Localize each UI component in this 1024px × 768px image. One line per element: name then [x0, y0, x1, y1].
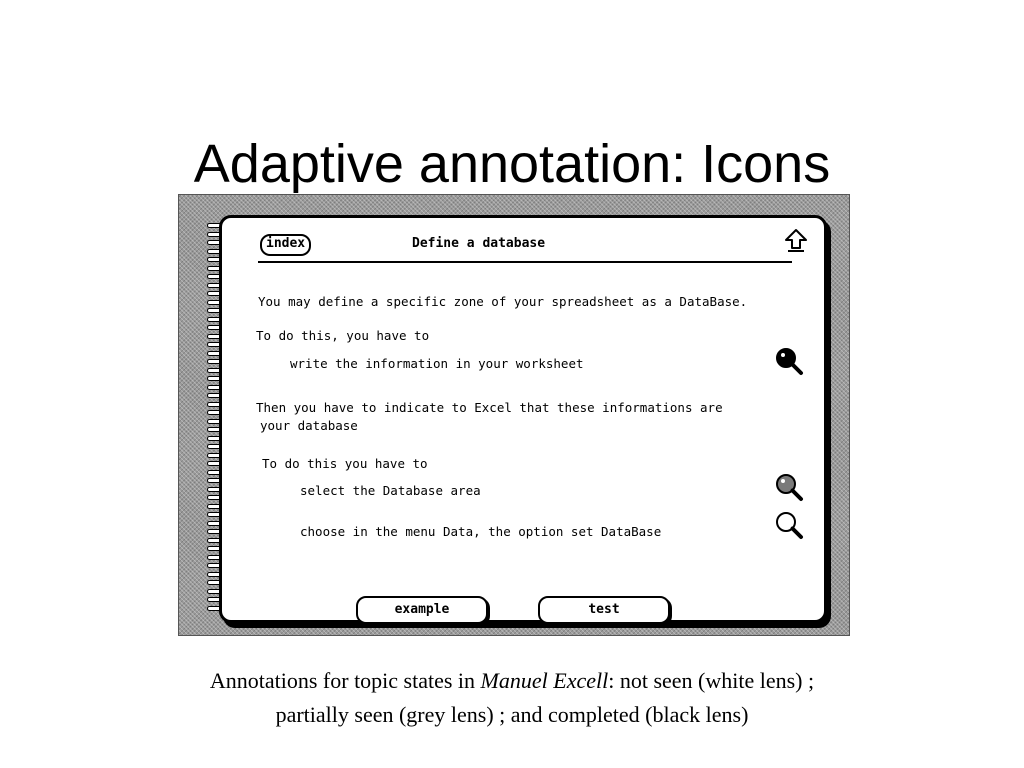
screenshot-frame: [178, 194, 850, 636]
intro-text: You may define a specific zone of your spreadsheet as a DataBase.: [258, 294, 748, 309]
header-divider: [258, 261, 792, 263]
caption-text-3: partially seen (grey lens) ; and completed (black lens): [275, 702, 749, 727]
up-arrow-icon[interactable]: [784, 228, 808, 254]
page-heading: Define a database: [412, 236, 546, 251]
white-lens-icon[interactable]: [774, 510, 804, 540]
step-1-text[interactable]: write the information in your worksheet: [290, 356, 584, 371]
notebook-page: [219, 215, 827, 623]
step-3-text[interactable]: choose in the menu Data, the option set DataBase: [300, 524, 662, 539]
example-button[interactable]: example: [356, 596, 488, 624]
caption-text-1: Annotations for topic states in: [209, 668, 481, 693]
then-text-2: your database: [260, 418, 358, 433]
index-button[interactable]: index: [260, 234, 311, 256]
then-text-1: Then you have to indicate to Excel that these informations are: [256, 400, 723, 415]
caption-text-2: : not seen (white lens) ;: [608, 668, 815, 693]
black-lens-icon[interactable]: [774, 346, 804, 376]
step-2-text[interactable]: select the Database area: [300, 483, 481, 498]
caption-product-name: Manuel Excell: [480, 668, 609, 693]
test-button[interactable]: test: [538, 596, 670, 624]
slide-caption: [100, 664, 924, 732]
grey-lens-icon[interactable]: [774, 472, 804, 502]
slide-title: Adaptive annotation: Icons: [193, 134, 831, 195]
todo-text-2: To do this you have to: [262, 456, 428, 471]
todo-text-1: To do this, you have to: [256, 328, 430, 343]
